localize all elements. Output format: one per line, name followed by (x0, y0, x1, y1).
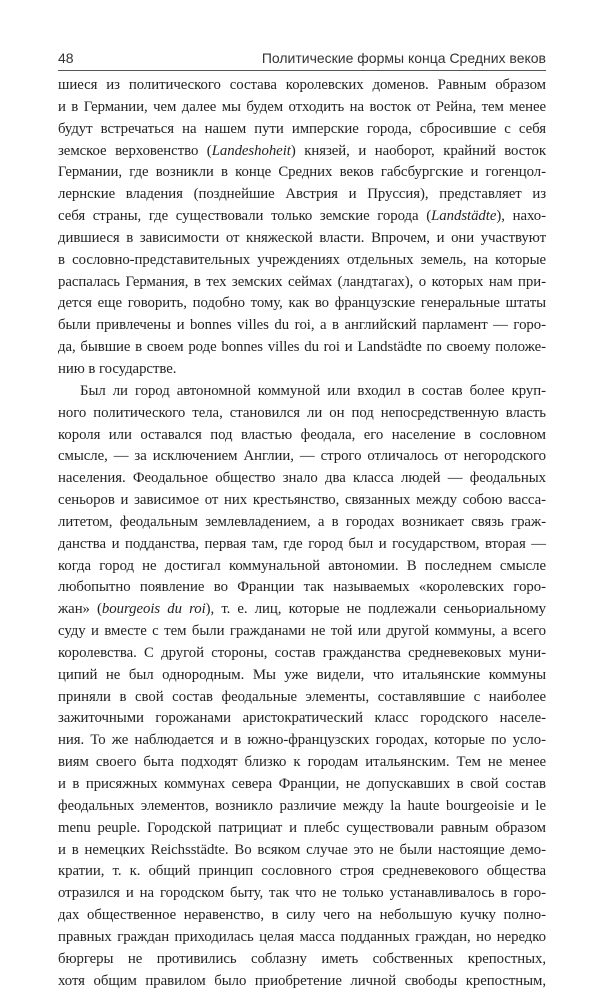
text-line: населения. Феодальное общество знало два класса людей — феодальных (58, 470, 546, 487)
header-rule (58, 70, 546, 71)
paragraph (58, 75, 546, 381)
text-line: будут встречаться на нашем пути имперские города, сбросившие с себя (58, 120, 546, 137)
text-line: литетом, феодальным землевладением, а в городах возникает связь граж- (58, 513, 546, 530)
text-line: данства и подданства, первая там, где город был и государством, вторая — (58, 535, 546, 552)
text-line: и в присяжных коммунах севера Франции, не допускавших в свой состав (58, 776, 546, 792)
text-line: сеньоров и зависимое от них крестьянство, связанных между собою васса- (58, 492, 546, 509)
text-line: ного политического тела, становился ли он под непосредственную власть (58, 404, 546, 421)
text-line: Был ли город автономной коммуной или входил в состав более круп- (80, 382, 546, 399)
text-line: да, бывшие в своем роде bonnes villes du roi и Landstädte по своему положе- (58, 339, 546, 356)
text-line: дившиеся в зависимости от княжеской власти. Впрочем, и они участвуют (58, 229, 546, 246)
text-line: суду и вместе с тем были гражданами не той или другой коммуны, а всего (58, 623, 546, 640)
text-line: ния. То же наблюдается и в южно-французских городах, которые по усло- (58, 732, 546, 749)
text-line: приняли в свой состав феодальные элементы, составлявшие с наиболее (58, 688, 546, 705)
text-line: королевства. С другой стороны, состав гражданства средневековых муни- (58, 644, 546, 661)
running-title: Политические формы конца Средних веков (261, 50, 546, 66)
text-line: зажиточными горожанами аристократический класс городского населе- (58, 710, 546, 727)
running-header (58, 50, 546, 70)
text-line: и в немецких Reichsstädte. Во всяком случае это не были настоящие демо- (58, 841, 546, 858)
text-line: были привлечены и bonnes villes du roi, а в английский парламент — горо- (58, 317, 546, 334)
text-line: земское верховенство (Landeshoheit) князей, и наоборот, крайний восток (58, 142, 546, 159)
page-number: 48 (58, 50, 74, 66)
text-line: хотя общим правилом было приобретение личной свободы крепостным, (58, 972, 546, 989)
text-line: правных граждан приходилась целая масса подданных граждан, но нередко (58, 928, 546, 945)
text-line: любопытно появление во Франции так называемых «королевских горо- (58, 579, 546, 596)
text-line: отразился и на городском быту, так что не только устанавливалось в горо- (58, 885, 546, 902)
text-line: menu peuple. Городской патрициат и плебс существовали равным образом (58, 819, 546, 836)
text-line: смысле, — за исключением Англии, — строго отличалось от негородского (58, 448, 546, 465)
text-line: кратии, т. к. общий принцип сословного строя средневекового общества (58, 863, 546, 880)
text-line: Германии, где возникли в конце Средних веков габсбургские и гогенцол- (58, 164, 546, 181)
text-line: когда город не достигал коммунальной автономии. В последнем смысле (58, 557, 546, 574)
text-line: в сословно-представительных учреждениях отдельных земель, на которые (58, 251, 546, 268)
text-line: шиеся из политического состава королевских доменов. Равным образом (58, 77, 546, 93)
text-line: себя страны, где существовали только земские города (Landstädte), нахо- (58, 208, 546, 225)
text-line: дах общественное неравенство, в силу чего на небольшую кучку полно- (58, 907, 546, 924)
text-line: распалась Германия, в тех земских сеймах (ландтагах), о которых нам при- (58, 273, 546, 290)
text-line: нию в государстве. (58, 360, 177, 377)
paragraph (58, 381, 546, 992)
text-line: и в Германии, чем далее мы будем отходить на восток от Рейна, тем менее (58, 98, 546, 115)
text-line: лернские владения (позднейшие Австрия и Пруссия), представляет из (58, 186, 546, 203)
text-line: бюргеры не противились соблазну иметь собственных крепостных, (58, 950, 546, 967)
text-line: короля или оставался под властью феодала, его население в сословном (58, 426, 546, 443)
text-line: ципий не был однородным. Мы уже видели, что итальянские коммуны (58, 666, 546, 683)
body-text (58, 75, 546, 992)
text-line: феодальных элементов, возникло различие между la haute bourgeoisie и le (58, 797, 546, 814)
text-line: дется еще говорить, подобно тому, как во французские генеральные штаты (58, 295, 546, 312)
text-line: виям своего быта подходят близко к городам итальянским. Тем не менее (58, 754, 546, 771)
text-line: жан» (bourgeois du roi), т. е. лиц, которые не подлежали сеньориальному (58, 601, 546, 618)
